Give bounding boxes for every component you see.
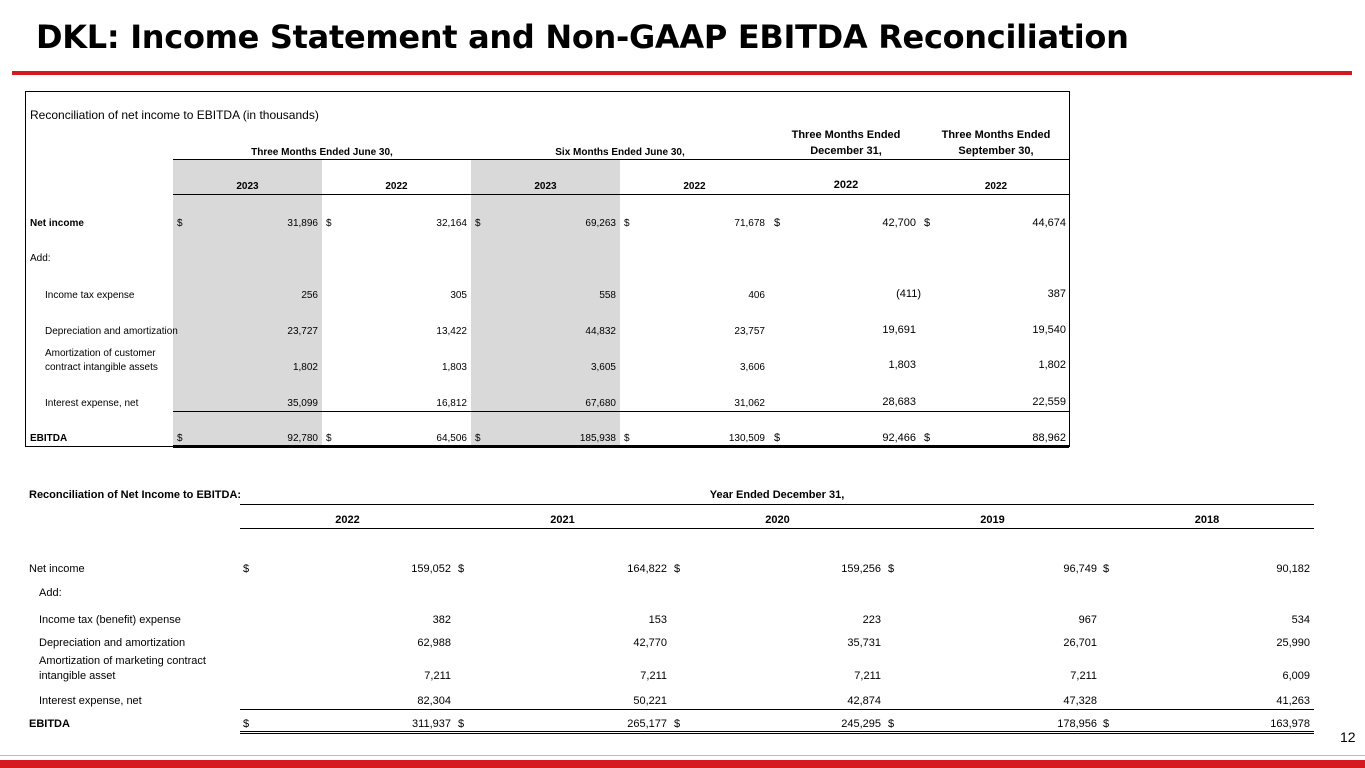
cell-value: 7,211 [640,670,667,682]
cell-value: 406 [748,290,765,301]
year-header: 2021 [550,514,575,526]
year-header: 2022 [335,514,360,526]
dollar-sign: $ [458,563,465,575]
page-number: 12 [1340,729,1356,745]
table-caption: Reconciliation of net income to EBITDA (in thousands) [30,108,319,122]
cell-value: 159,052 [411,563,451,575]
table-caption: Reconciliation of Net Income to EBITDA: [29,489,242,501]
row-label-add: Add: [39,587,62,599]
dollar-sign: $ [458,718,465,730]
cell-value: 47,328 [1063,695,1097,707]
cell-value: 534 [1291,614,1310,626]
cell-value: 82,304 [417,695,451,707]
dollar-sign: $ [475,218,481,229]
cell-value: 41,263 [1276,695,1310,707]
year-rule [173,194,1069,195]
dollar-sign: $ [624,433,630,444]
cell-value: 92,466 [882,432,916,444]
period-rule [240,504,1314,505]
dollar-sign: $ [674,563,681,575]
year-header: 2022 [683,181,706,192]
cell-value: 153 [648,614,667,626]
cell-value: 3,606 [739,362,765,373]
cell-value: 25,990 [1276,637,1310,649]
cell-value: 71,678 [734,218,765,229]
cell-value: 1,803 [441,362,467,373]
cell-value: 88,962 [1032,432,1066,444]
group-header-3m-dec-line2: December 31, [810,145,882,157]
cell-value: 178,956 [1057,718,1097,730]
dollar-sign: $ [924,217,931,229]
page-title: DKL: Income Statement and Non-GAAP EBITDA Reconciliation [36,18,1129,56]
footer-rule [0,755,1365,756]
cell-value: 311,937 [412,718,451,730]
cell-value: 50,221 [633,695,667,707]
cell-value: 23,757 [734,326,765,337]
cell-value: 90,182 [1276,563,1310,575]
dollar-sign: $ [1103,718,1110,730]
dollar-sign: $ [674,718,681,730]
year-header: 2023 [236,181,259,192]
cell-value: 265,177 [627,718,667,730]
group-header-3m-sep-line2: September 30, [958,145,1034,157]
cell-value: 223 [862,614,881,626]
cell-value: 7,211 [424,670,451,682]
dollar-sign: $ [326,218,332,229]
cell-value: 31,896 [287,218,318,229]
row-label-net-income: Net income [30,218,84,229]
dollar-sign: $ [177,433,183,444]
quarterly-reconciliation-table [25,91,1070,447]
year-header: 2023 [534,181,557,192]
total-double-rule [173,445,1069,448]
group-header-6m-june: Six Months Ended June 30, [555,147,685,158]
cell-value: 305 [450,290,467,301]
cell-value: 92,780 [287,433,318,444]
dollar-sign: $ [177,218,183,229]
cell-value: 19,540 [1032,324,1066,336]
row-label-add: Add: [30,253,51,264]
cell-value: 19,691 [882,324,916,336]
cell-value: 130,509 [728,433,765,444]
cell-value: (411) [896,288,921,300]
cell-value: 62,988 [417,637,451,649]
year-header: 2022 [833,179,859,191]
cell-value: 26,701 [1063,637,1097,649]
cell-value: 42,770 [633,637,667,649]
dollar-sign: $ [243,718,250,730]
cell-value: 3,605 [590,362,616,373]
cell-value: 42,874 [847,695,881,707]
row-label-ebitda: EBITDA [29,718,70,730]
dollar-sign: $ [888,563,895,575]
cell-value: 387 [1047,288,1066,300]
year-rule [240,528,1314,529]
cell-value: 185,938 [579,433,616,444]
cell-value: 1,803 [888,359,916,371]
dollar-sign: $ [1103,563,1110,575]
row-label-depreciation: Depreciation and amortization [45,326,178,337]
group-header-3m-dec-line1: Three Months Ended [791,129,901,141]
dollar-sign: $ [243,563,250,575]
cell-value: 31,062 [734,398,765,409]
cell-value: 159,256 [841,563,881,575]
cell-value: 967 [1078,614,1097,626]
cell-value: 44,832 [585,326,616,337]
cell-value: 7,211 [1070,670,1097,682]
period-header: Year Ended December 31, [709,489,845,501]
row-label-ebitda: EBITDA [30,433,68,444]
cell-value: 28,683 [882,396,916,408]
dollar-sign: $ [475,433,481,444]
cell-value: 1,802 [292,362,318,373]
row-label-amortization-line2: contract intangible assets [45,362,158,373]
row-label-income-tax: Income tax (benefit) expense [39,614,181,626]
cell-value: 16,812 [436,398,467,409]
cell-value: 558 [599,290,616,301]
subtotal-rule [240,709,1314,710]
footer-bar [0,760,1365,768]
cell-value: 69,263 [585,218,616,229]
cell-value: 13,422 [436,326,467,337]
row-label-depreciation: Depreciation and amortization [39,637,186,649]
cell-value: 6,009 [1282,670,1310,682]
cell-value: 245,295 [841,718,881,730]
cell-value: 67,680 [585,398,616,409]
cell-value: 1,802 [1038,359,1066,371]
cell-value: 32,164 [436,218,467,229]
dollar-sign: $ [888,718,895,730]
row-label-amortization-line2: intangible asset [39,670,116,682]
group-header-3m-june: Three Months Ended June 30, [251,147,393,158]
year-header: 2020 [765,514,790,526]
row-label-amortization-line1: Amortization of marketing contract [39,655,206,667]
cell-value: 164,822 [627,563,667,575]
dollar-sign: $ [924,432,931,444]
cell-value: 35,099 [287,398,318,409]
row-label-amortization-line1: Amortization of customer [45,348,156,359]
year-header: 2022 [385,181,408,192]
title-rule [12,71,1352,75]
cell-value: 256 [301,290,318,301]
dollar-sign: $ [326,433,332,444]
year-header: 2022 [984,181,1008,192]
row-label-net-income: Net income [29,563,85,575]
row-label-income-tax: Income tax expense [45,290,135,301]
cell-value: 64,506 [436,433,467,444]
group-header-3m-sep-line1: Three Months Ended [941,129,1051,141]
cell-value: 23,727 [287,326,318,337]
cell-value: 42,700 [882,217,916,229]
total-double-rule [240,731,1314,734]
cell-value: 44,674 [1032,217,1066,229]
dollar-sign: $ [774,432,781,444]
dollar-sign: $ [624,218,630,229]
row-label-interest: Interest expense, net [39,695,142,707]
cell-value: 96,749 [1063,563,1097,575]
year-header: 2018 [1194,514,1220,526]
header-rule [173,159,1069,160]
cell-value: 163,978 [1270,718,1310,730]
cell-value: 22,559 [1032,396,1066,408]
cell-value: 35,731 [847,637,881,649]
cell-value: 7,211 [854,670,881,682]
year-header: 2019 [980,514,1005,526]
row-label-interest: Interest expense, net [45,398,139,409]
cell-value: 382 [432,614,451,626]
dollar-sign: $ [774,217,781,229]
subtotal-rule [173,411,1069,412]
